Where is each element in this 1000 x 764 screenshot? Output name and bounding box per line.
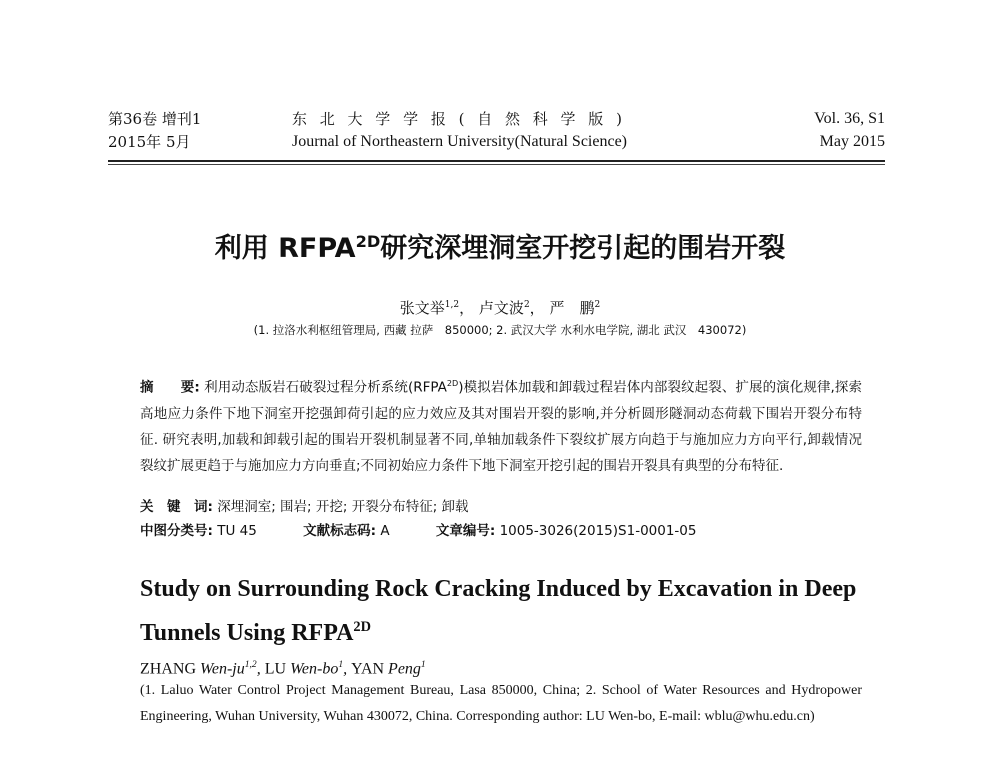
journal-name-en: Journal of Northeastern University(Natural Science) (292, 133, 627, 150)
journal-name-cn: 东 北 大 学 学 报 ( 自 然 科 学 版 ) (292, 110, 626, 128)
authors-en: ZHANG Wen-ju$^{1,2}$, LU Wen-$bo^1$, YAN Peng$^1$ (140, 659, 426, 678)
issue-cn: 第36卷 增刊1 (108, 110, 202, 128)
header-rule-thin (108, 164, 885, 165)
authors-cn: 张文举$^{1,2}$， 卢文波$^2$， 严 鹏$^2$ (399, 299, 601, 317)
abstract: 摘 要: 利用动态版岩石破裂过程分析系统$(RFPA^{2D})$模拟岩体加载和卸载过程岩体内部裂纹起裂、扩展的演化规律,探索高地应力条件下地下洞室开挖强卸荷引起的应力效应及其对围岩开裂的影响,并分析圆形隧洞动态荷载下围岩开裂分布特征. 研究表明,加载和卸载引起的围岩开裂机制显著不同,单轴加载条件下裂纹扩展方向趋于与施加应力方向平行,卸载情况裂纹扩展更趋于与施加应力方向垂直;不同初始应力条件下地下洞室开挖引起的围岩开裂具有典型的分布特征. (140, 378, 862, 474)
keywords: 关 键 词: 深埋洞室; 围岩; 开挖; 开裂分布特征; 卸载 (140, 499, 469, 515)
affiliation-en: (1. Laluo Water Control Project Management Bureau, Lasa 850000, China; 2. School of Water Resources and Hydropower Engineering, Wuhan University, Wuhan 430072, China. Corresponding author: LU Wen-bo, E-mail: wblu@whu.edu.cn) (140, 683, 862, 724)
title-en: Study on Surrounding Rock Cracking Induced by Excavation in Deep Tunnels Using $RFPA^{2D}$ (140, 576, 857, 646)
classification: 中图分类号: TU 45 文献标志码: A 文章编号: 1005-3026(2015)S1-0001-05 (140, 523, 697, 539)
date-en: May 2015 (819, 133, 885, 150)
header-rule (108, 160, 885, 162)
date-cn: 2015年 5月 (108, 133, 191, 151)
affiliation-cn: (1. 拉洛水利枢纽管理局, 西藏 拉萨 850000; 2. 武汉大学 水利水电学院, 湖北 武汉 430072) (253, 323, 747, 337)
abstract-label: 摘 要: (140, 379, 200, 396)
title-cn: 利用 $RFPA^{2D}$研究深埋洞室开挖引起的围岩开裂 (214, 232, 786, 264)
volume: Vol. 36, S1 (814, 110, 885, 127)
